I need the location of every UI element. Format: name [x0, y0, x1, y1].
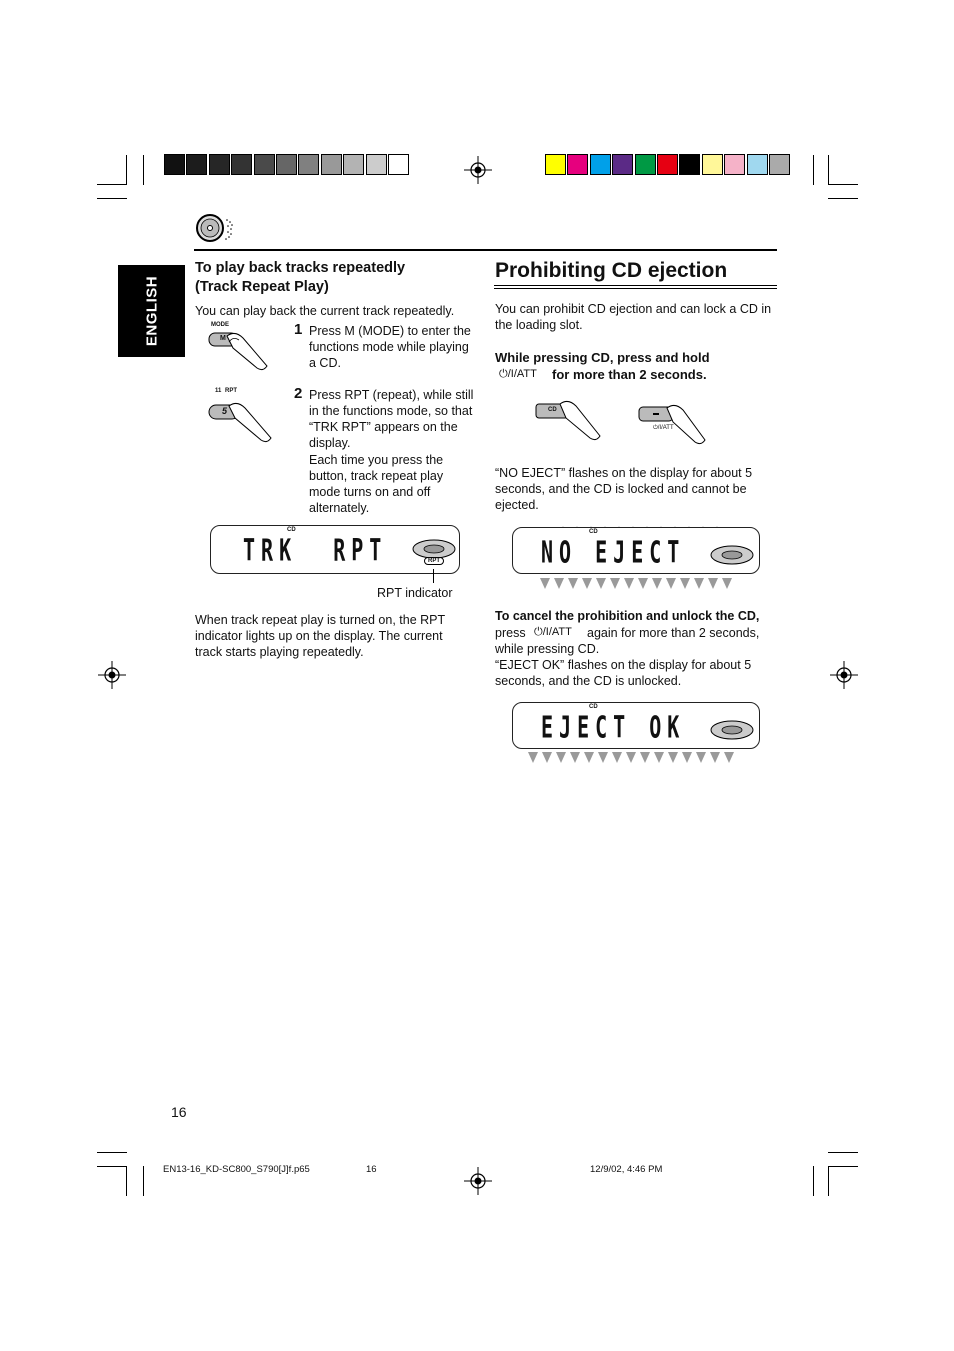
cancel-rest: again for more than 2 seconds,	[587, 626, 760, 640]
prohibit-intro: You can prohibit CD ejection and can lock a CD in the loading slot.	[495, 302, 772, 332]
color-swatch	[769, 154, 790, 175]
language-tab	[118, 265, 185, 357]
color-swatch	[747, 154, 768, 175]
header-rule	[194, 249, 777, 251]
mode-button-illustration	[205, 322, 277, 374]
color-swatch	[209, 154, 230, 175]
display-segment-text: EJECT OK	[541, 709, 686, 745]
color-swatch	[590, 154, 611, 175]
color-swatch	[635, 154, 656, 175]
footer-page: 16	[366, 1164, 377, 1175]
no-eject-display	[510, 522, 762, 594]
color-swatch	[567, 154, 588, 175]
title-rule	[494, 285, 777, 286]
display-segment-text: TRK RPT	[243, 532, 388, 568]
rpt-button-number: 11	[215, 388, 222, 394]
color-swatch	[164, 154, 185, 175]
att-button-label: ⏻/I/ATT	[653, 425, 674, 431]
repeat-intro: You can play back the current track repeatedly.	[195, 304, 455, 318]
repeat-heading-line2: (Track Repeat Play)	[195, 279, 329, 295]
display-badge-cd: CD	[589, 529, 598, 535]
color-swatch	[679, 154, 700, 175]
step2-text: Press RPT (repeat), while still in the functions mode, so that “TRK RPT” appears on the display.	[309, 388, 474, 450]
sub-heading-line1: While pressing CD, press and hold	[495, 350, 710, 365]
mode-label: MODE	[211, 322, 229, 328]
rpt-key: 5	[222, 406, 228, 416]
color-swatch	[612, 154, 633, 175]
color-swatch	[545, 154, 566, 175]
color-swatch	[702, 154, 723, 175]
color-swatch	[276, 154, 297, 175]
rpt-indicator-leader	[433, 569, 434, 583]
color-swatch	[321, 154, 342, 175]
cd-button-label: CD	[548, 407, 557, 413]
eject-ok-display	[510, 698, 762, 770]
step1-number: 1	[294, 321, 303, 338]
step2-extra: Each time you press the button, track repeat play mode turns on and off alternately.	[309, 453, 444, 515]
step1-text: Press M (MODE) to enter the functions mode while playing a CD.	[309, 324, 471, 370]
sub-heading-icon: ⏻/I/ATT	[499, 368, 537, 380]
eject-ok-para: “EJECT OK” flashes on the display for about 5 seconds, and the CD is unlocked.	[495, 658, 752, 688]
registration-mark-icon	[830, 661, 858, 689]
color-swatch	[366, 154, 387, 175]
step2-number: 2	[294, 385, 303, 402]
cancel-heading: To cancel the prohibition and unlock the CD,	[495, 609, 760, 623]
mode-key: M	[220, 335, 226, 342]
repeat-heading-line1: To play back tracks repeatedly	[195, 260, 406, 276]
cancel-icon: ⏻/I/ATT	[534, 626, 572, 638]
footer-file: EN13-16_KD-SC800_S790[J]f.p65	[163, 1164, 310, 1175]
cd-button-illustration	[534, 396, 604, 446]
registration-mark-icon	[98, 661, 126, 689]
rpt-indicator-badge: RPT	[424, 557, 444, 565]
disc-icon	[709, 717, 755, 743]
cancel-line2: while pressing CD.	[495, 642, 600, 656]
display-badge-cd: CD	[589, 704, 598, 710]
registration-mark-icon	[464, 1167, 492, 1195]
color-swatch	[186, 154, 207, 175]
no-eject-para: “NO EJECT” flashes on the display for about 5 seconds, and the CD is locked and cannot be ejected.	[495, 466, 753, 512]
repeat-outro: When track repeat play is turned on, the RPT indicator lights up on the display. The current track starts playing repeatedly.	[195, 613, 445, 659]
prohibit-title: Prohibiting CD ejection	[495, 259, 728, 282]
title-rule-2	[494, 288, 777, 289]
color-swatch	[231, 154, 252, 175]
att-button-illustration	[637, 404, 707, 446]
display-segment-text: NO EJECT	[541, 534, 686, 570]
cancel-press: press	[495, 626, 526, 640]
color-swatch	[657, 154, 678, 175]
rpt-indicator-label: RPT indicator	[377, 586, 453, 600]
language-tab-label: ENGLISH	[143, 275, 161, 347]
sub-heading-line2: for more than 2 seconds.	[552, 367, 707, 382]
cd-icon	[195, 213, 237, 243]
rpt-button-label: RPT	[225, 388, 237, 394]
color-swatch	[254, 154, 275, 175]
color-swatch	[388, 154, 409, 175]
registration-mark-icon	[464, 156, 492, 184]
rpt-button-illustration	[205, 386, 277, 448]
color-swatch	[343, 154, 364, 175]
footer-date: 12/9/02, 4:46 PM	[590, 1164, 663, 1175]
color-swatch	[724, 154, 745, 175]
color-swatch	[298, 154, 319, 175]
display-badge-cd: CD	[287, 527, 296, 533]
disc-icon	[709, 542, 755, 568]
page-number: 16	[171, 1104, 187, 1120]
trk-rpt-display	[210, 525, 460, 574]
